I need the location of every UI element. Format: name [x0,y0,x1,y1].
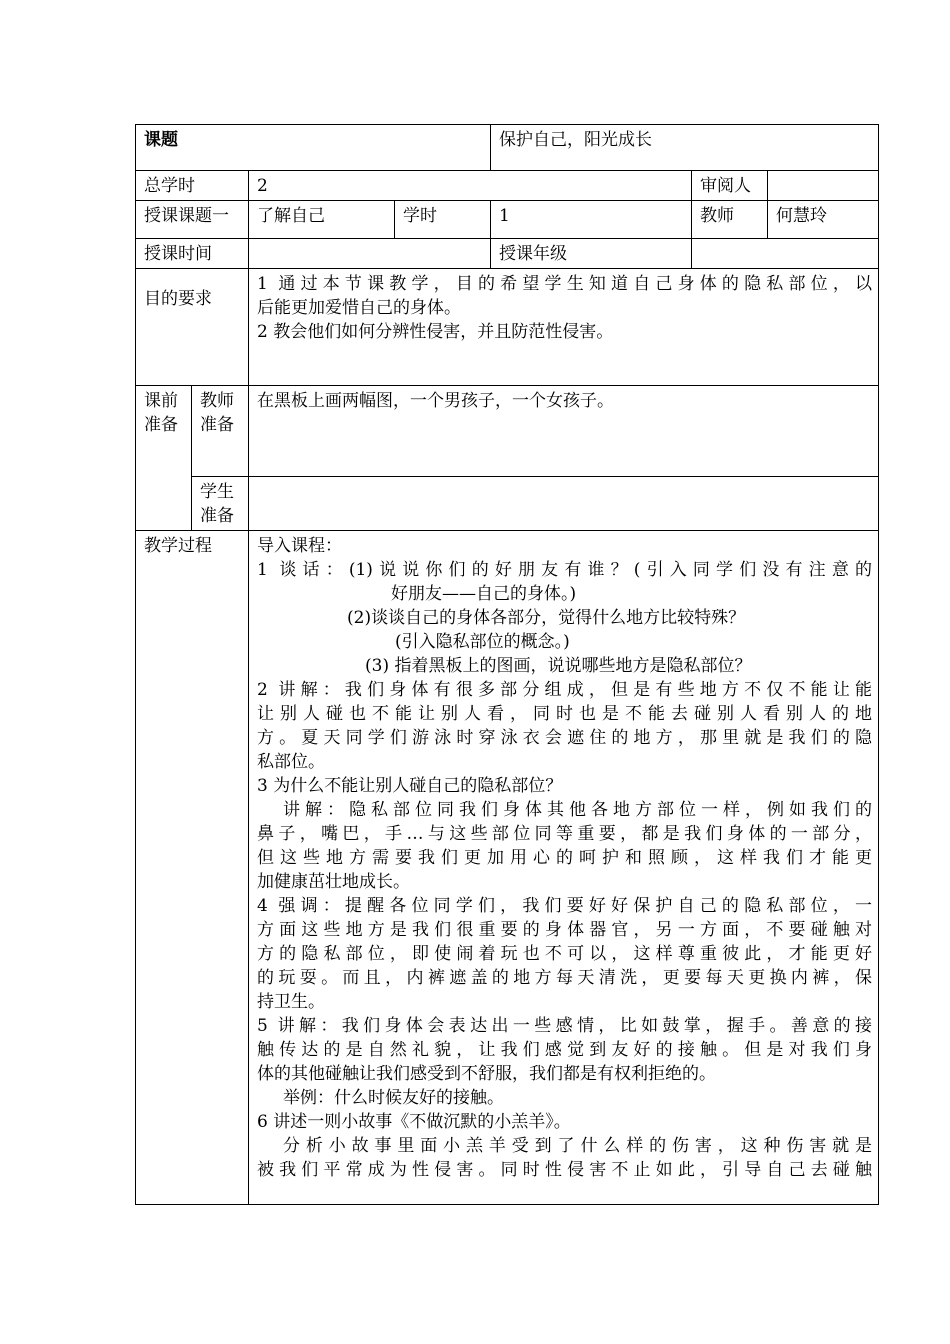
student-prep-label-line: 准备 [200,506,234,526]
row-process [136,531,879,1205]
subtopic-label: 授课课题一 [136,201,249,239]
row-student-prep [136,477,879,531]
process-line: 导入课程： [257,536,342,556]
hours-label: 学时 [395,201,491,239]
process-line: 2 讲解：我们身体有很多部分组成，但是有些地方不仅不能让能 [257,680,872,700]
process-line: 私部位。 [257,752,325,772]
process-line: 3 为什么不能让别人碰自己的隐私部位？ [257,776,563,796]
process-line: 方。夏天同学们游泳时穿泳衣会遮住的地方，那里就是我们的隐 [257,728,872,748]
row-time [136,239,879,269]
process-line: 鼻子，嘴巴，手…与这些部位同等重要，都是我们身体的一部分， [257,824,872,844]
objectives-content [249,269,879,386]
prep-label [136,386,192,531]
process-line: 讲解：隐私部位同我们身体其他各地方部位一样，例如我们的 [283,800,872,820]
reviewer-label: 审阅人 [692,171,768,201]
process-line: 但这些地方需要我们更加用心的呵护和照顾，这样我们才能更 [257,848,872,868]
process-line: 1 谈话：(1)说说你们的好朋友有谁？(引入同学们没有注意的 [257,560,872,580]
grade-value [692,239,879,269]
reviewer-value [768,171,879,201]
process-line: 分析小故事里面小羔羊受到了什么样的伤害，这种伤害就是 [283,1136,872,1156]
total-hours-label: 总学时 [136,171,249,201]
topic-value: 保护自己，阳光成长 [491,125,879,171]
process-line: 方的隐私部位，即使闹着玩也不可以，这样尊重彼此，才能更好 [257,944,872,964]
row-topic [136,125,879,171]
teacher-value: 何慧玲 [768,201,879,239]
lesson-plan-table [135,124,879,1205]
process-line: (3) 指着黑板上的图画，说说哪些地方是隐私部位？ [365,656,752,676]
teacher-label: 教师 [692,201,768,239]
process-line: (引入隐私部位的概念。) [395,632,570,652]
time-value [249,239,491,269]
process-line: 5 讲解：我们身体会表达出一些感情，比如鼓掌，握手。善意的接 [257,1016,872,1036]
process-line: 举例：什么时候友好的接触。 [283,1088,504,1108]
process-line: 的玩耍。而且，内裤遮盖的地方每天清洗，更要每天更换内裤，保 [257,968,872,988]
total-hours-value: 2 [249,171,692,201]
process-line: 持卫生。 [257,992,325,1012]
row-subtopic [136,201,879,239]
teacher-prep-label [192,386,249,477]
grade-label: 授课年级 [491,239,692,269]
teacher-prep-label-line: 教师 [200,391,234,411]
prep-label-line: 课前 [144,391,178,411]
process-line: 体的其他碰触让我们感受到不舒服，我们都是有权利拒绝的。 [257,1064,716,1084]
process-content [249,531,879,1205]
subtopic-value: 了解自己 [249,201,395,239]
process-line: 4 强调：提醒各位同学们，我们要好好保护自己的隐私部位，一 [257,896,872,916]
prep-label-line: 准备 [144,415,178,435]
process-line: 被我们平常成为性侵害。同时性侵害不止如此，引导自己去碰触 [257,1160,872,1180]
teacher-prep-label-line: 准备 [200,415,234,435]
objectives-line: 后能更加爱惜自己的身体。 [257,298,461,318]
row-teacher-prep [136,386,879,477]
student-prep-value [249,477,879,531]
process-line: 加健康茁壮地成长。 [257,872,410,892]
row-total-hours [136,171,879,201]
process-line: 让别人碰也不能让别人看，同时也是不能去碰别人看别人的地 [257,704,872,724]
process-line: 方面这些地方是我们很重要的身体器官，另一方面，不要碰触对 [257,920,872,940]
student-prep-label [192,477,249,531]
row-objectives [136,269,879,386]
objectives-label: 目的要求 [136,269,249,386]
time-label: 授课时间 [136,239,249,269]
process-line: (2)谈谈自己的身体各部分，觉得什么地方比较特殊？ [347,608,746,628]
process-line: 6 讲述一则小故事《不做沉默的小羔羊》。 [257,1112,571,1132]
objectives-line: 1 通过本节课教学，目的希望学生知道自己身体的隐私部位，以 [257,274,872,294]
student-prep-label-line: 学生 [200,482,234,502]
hours-value: 1 [491,201,692,239]
objectives-line: 2 教会他们如何分辨性侵害，并且防范性侵害。 [257,322,614,342]
process-line: 好朋友——自己的身体。) [391,584,577,604]
process-line: 触传达的是自然礼貌，让我们感觉到友好的接触。但是对我们身 [257,1040,872,1060]
teacher-prep-value: 在黑板上画两幅图，一个男孩子，一个女孩子。 [249,386,879,477]
topic-label: 课题 [136,125,491,171]
process-label: 教学过程 [136,531,249,1205]
